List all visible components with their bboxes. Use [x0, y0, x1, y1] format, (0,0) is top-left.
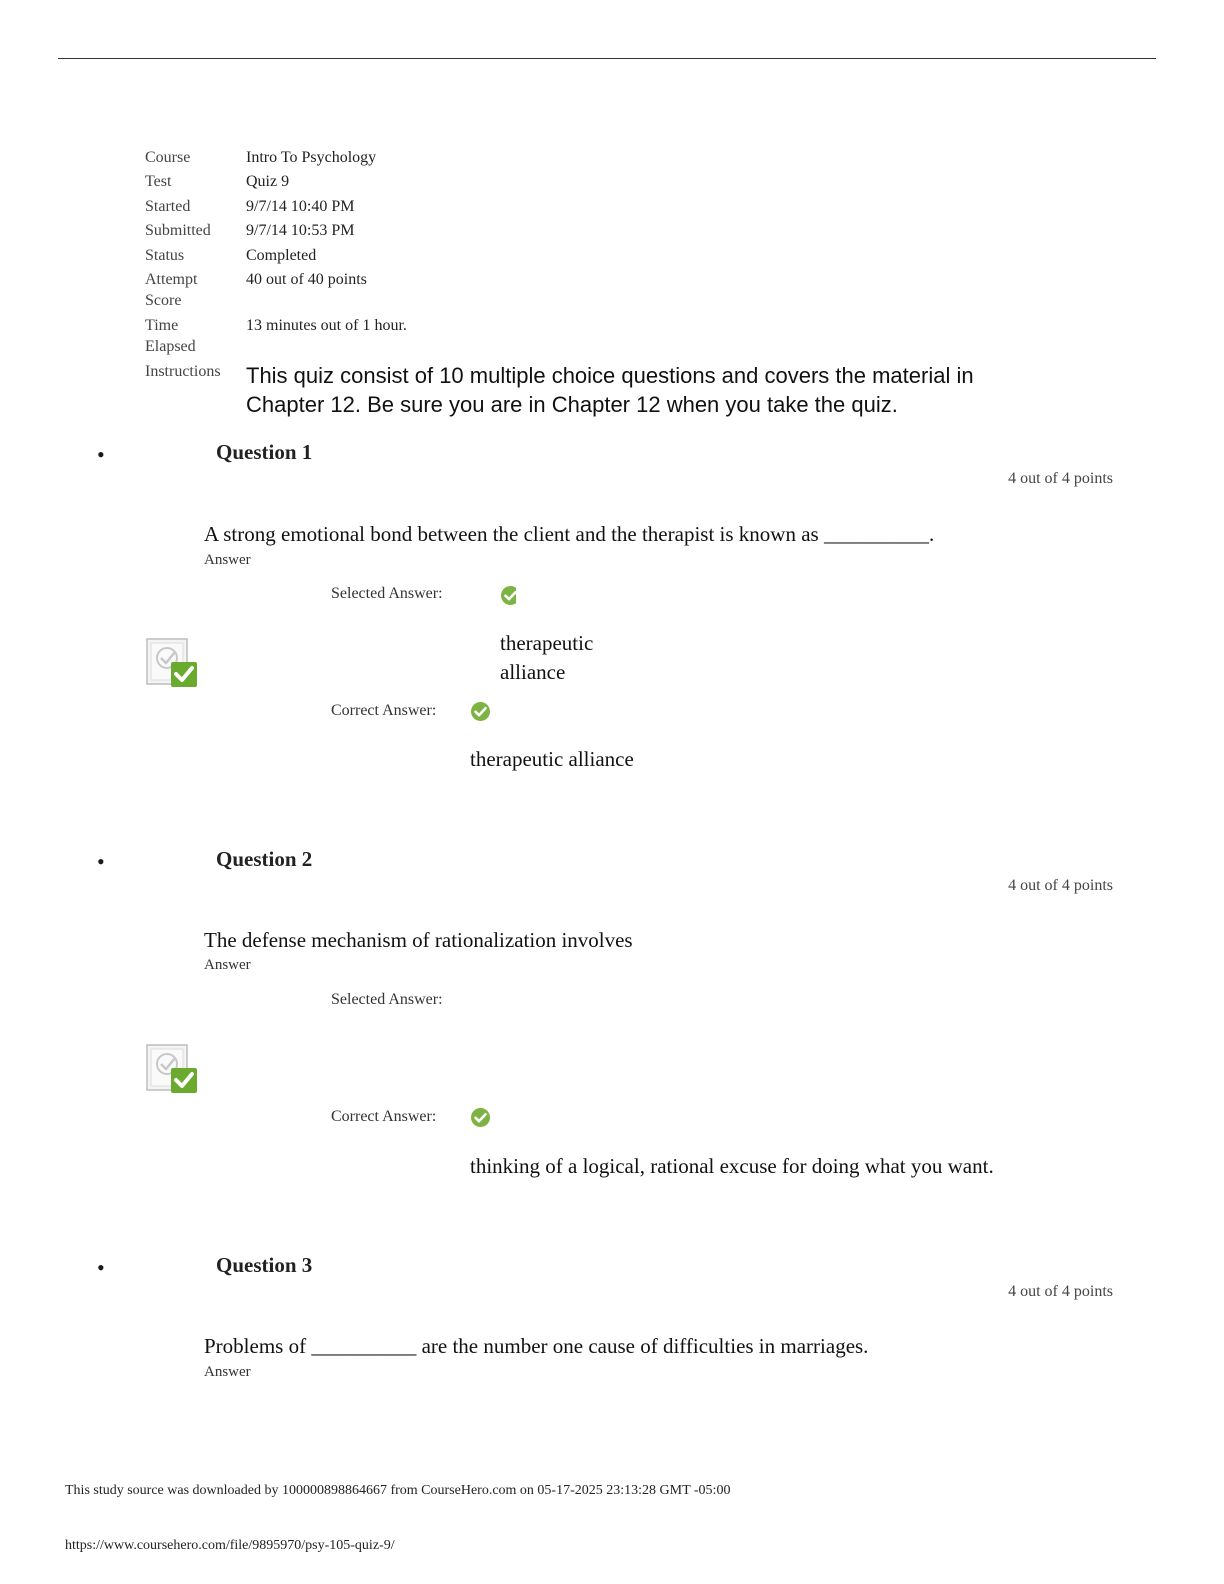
- question-bullet: [97, 1263, 107, 1273]
- meta-value-status: Completed: [246, 247, 317, 264]
- question-3-points: 4 out of 4 points: [1008, 1283, 1113, 1300]
- question-1-answer-label: Answer: [204, 552, 251, 568]
- selected-check-icon: [500, 585, 516, 606]
- meta-label-attempt-score: Attempt Score: [145, 271, 198, 309]
- question-1-selected-label: Selected Answer:: [331, 585, 443, 602]
- meta-label-instructions: Instructions: [145, 363, 221, 380]
- question-2-correct-label: Correct Answer:: [331, 1108, 437, 1125]
- meta-value-attempt-score: 40 out of 40 points: [246, 271, 367, 288]
- question-2-points: 4 out of 4 points: [1008, 877, 1113, 894]
- question-3-answer-label: Answer: [204, 1364, 251, 1380]
- question-1-selected-answer: therapeutic alliance: [500, 631, 594, 684]
- meta-value-started: 9/7/14 10:40 PM: [246, 198, 355, 215]
- source-url[interactable]: https://www.coursehero.com/file/9895970/psy-105-quiz-9/: [65, 1538, 395, 1553]
- instructions-text: This quiz consist of 10 multiple choice questions and covers the material in Chapter 12. Be sure you are in Chapter 12 when you take the quiz.: [246, 363, 974, 417]
- meta-label-started: Started: [145, 198, 191, 215]
- question-3-text: Problems of __________ are the number one cause of difficulties in marriages.: [204, 1334, 869, 1358]
- meta-value-time-elapsed: 13 minutes out of 1 hour.: [246, 317, 407, 334]
- question-1-text: A strong emotional bond between the client and the therapist is known as __________.: [204, 522, 935, 546]
- question-2-title: Question 2: [216, 847, 313, 871]
- question-3-title: Question 3: [216, 1253, 313, 1277]
- meta-value-test: Quiz 9: [246, 173, 290, 190]
- question-1-title: Question 1: [216, 440, 313, 464]
- download-note: This study source was downloaded by 100000898864667 from CourseHero.com on 05-17-2025 23:13:28 GMT -05:00: [65, 1483, 731, 1498]
- meta-value-course: Intro To Psychology: [246, 149, 377, 166]
- meta-label-test: Test: [145, 173, 172, 190]
- meta-label-status: Status: [145, 247, 185, 264]
- graded-document-icon: [145, 1042, 199, 1096]
- question-1-points: 4 out of 4 points: [1008, 470, 1113, 487]
- question-2-selected-label: Selected Answer:: [331, 991, 443, 1008]
- question-2-correct-answer: thinking of a logical, rational excuse for doing what you want.: [470, 1154, 994, 1178]
- meta-label-course: Course: [145, 149, 191, 166]
- question-2-answer-label: Answer: [204, 957, 251, 973]
- meta-value-submitted: 9/7/14 10:53 PM: [246, 222, 355, 239]
- graded-document-icon: [145, 636, 199, 690]
- question-2-text: The defense mechanism of rationalization involves: [204, 928, 633, 952]
- meta-label-submitted: Submitted: [145, 222, 211, 239]
- question-bullet: [97, 450, 107, 460]
- question-bullet: [97, 857, 107, 867]
- question-1-correct-label: Correct Answer:: [331, 702, 437, 719]
- correct-check-icon: [470, 1107, 491, 1128]
- correct-check-icon: [470, 701, 491, 722]
- meta-label-time-elapsed: Time Elapsed: [145, 317, 196, 355]
- question-1-correct-answer: therapeutic alliance: [470, 747, 634, 771]
- top-divider: [58, 58, 1156, 59]
